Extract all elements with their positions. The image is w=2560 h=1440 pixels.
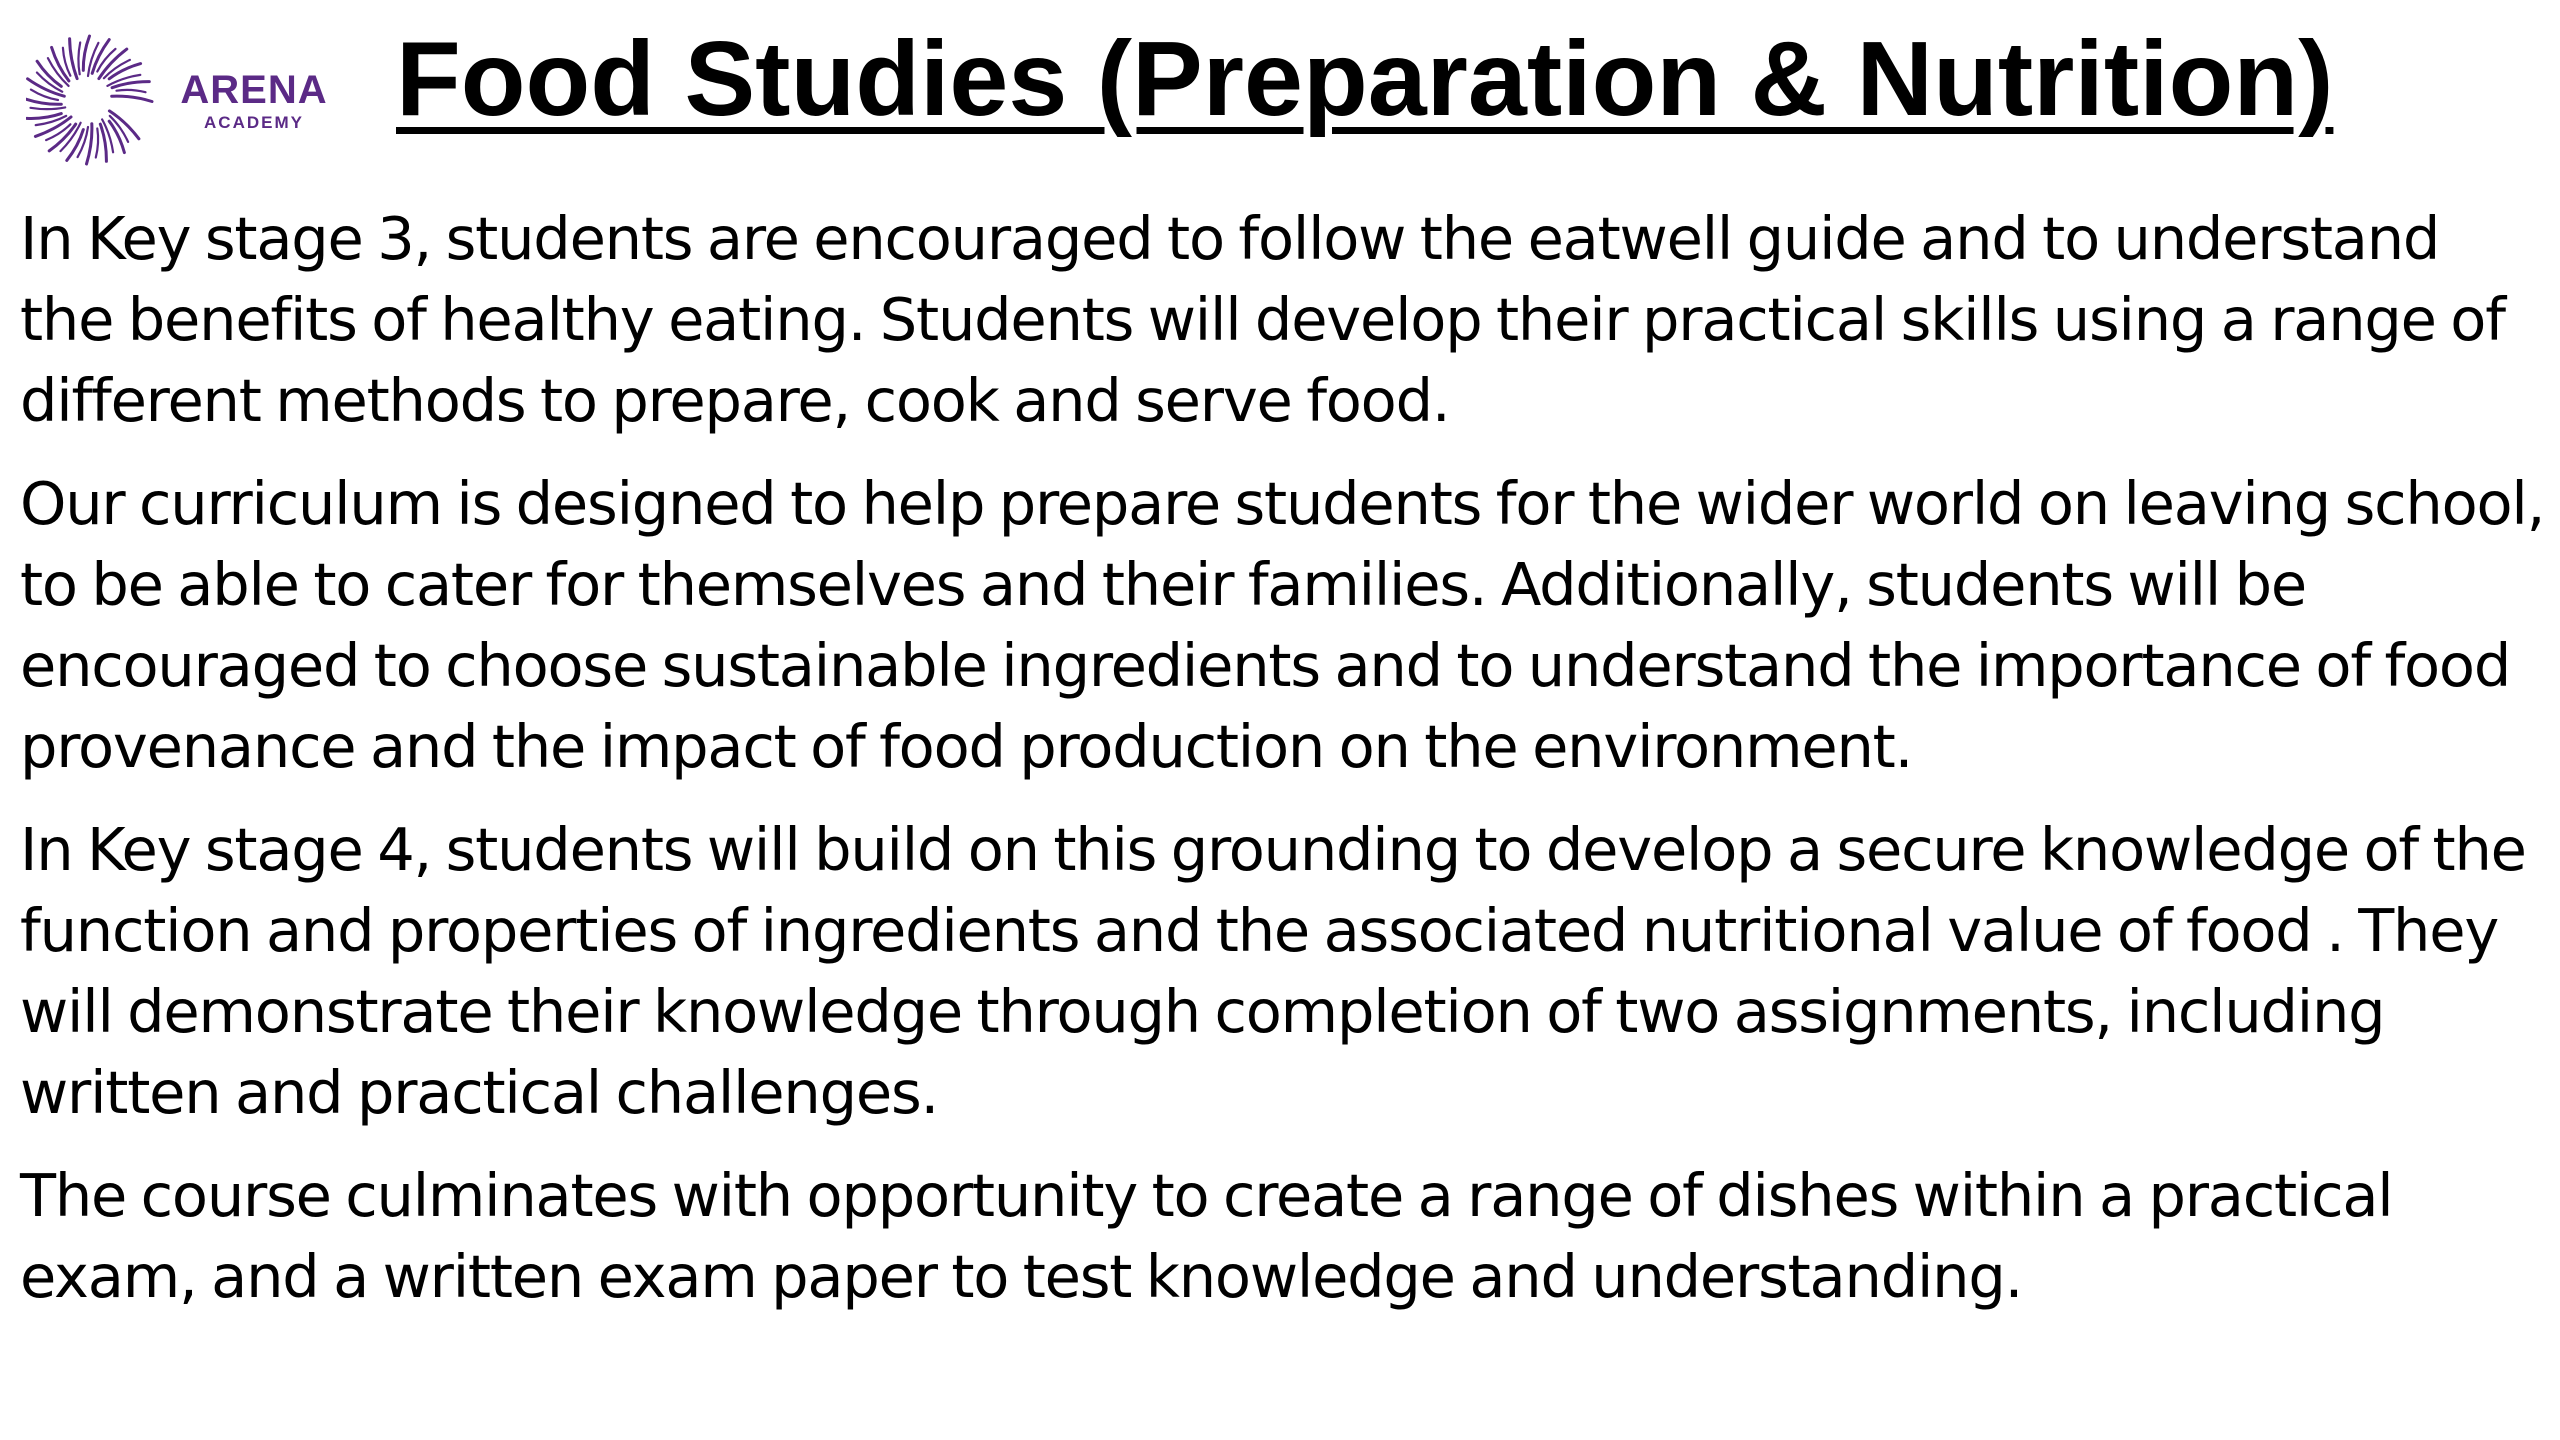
sunburst-icon <box>26 30 166 170</box>
sunburst-ray <box>31 90 58 100</box>
logo-name: ARENA <box>180 68 328 112</box>
sunburst-ray <box>117 90 146 92</box>
paragraph-ks4: In Key stage 4, students will build on this grounding to develop a secure knowledge of the function and properties of ingredients and the associated nutritional value of food . They will demonstrate their knowledge through completion of two assignments, including written and practical challenges. <box>20 815 2526 1127</box>
sunburst-ray <box>112 96 152 101</box>
content-body <box>20 198 2545 1339</box>
paragraph-course-exam: The course culminates with opportunity to create a range of dishes within a practical exam, and a written exam paper to test knowledge and understanding. <box>20 1161 2393 1311</box>
paragraph-curriculum: Our curriculum is designed to help prepare students for the wider world on leaving school, to be able to cater for themselves and their families. Additionally, students will be encouraged to choose sustainable ingredients and to understand the importance of food provenance and the impact of food production on the environment. <box>20 469 2545 781</box>
sunburst-ray <box>70 39 78 79</box>
page-title: Food Studies (Preparation & Nutrition) <box>396 20 2334 138</box>
sunburst-ray <box>83 36 89 70</box>
paragraph-ks3-intro: In Key stage 3, students are encouraged to follow the eatwell guide and to understand the benefits of healthy eating. Students will develop their practical skills using a range of different methods to prepare, cook and serve food. <box>20 204 2505 435</box>
sunburst-ray <box>112 82 149 88</box>
sunburst-ray <box>96 129 98 158</box>
school-logo <box>26 30 326 170</box>
header <box>0 0 2560 175</box>
sunburst-ray <box>100 124 106 161</box>
logo-text <box>164 70 344 131</box>
sunburst-ray <box>27 114 62 119</box>
sunburst-ray <box>31 107 66 109</box>
sunburst-ray <box>35 117 71 136</box>
logo-subtitle: ACADEMY <box>204 113 304 132</box>
sunburst-ray <box>78 43 80 75</box>
